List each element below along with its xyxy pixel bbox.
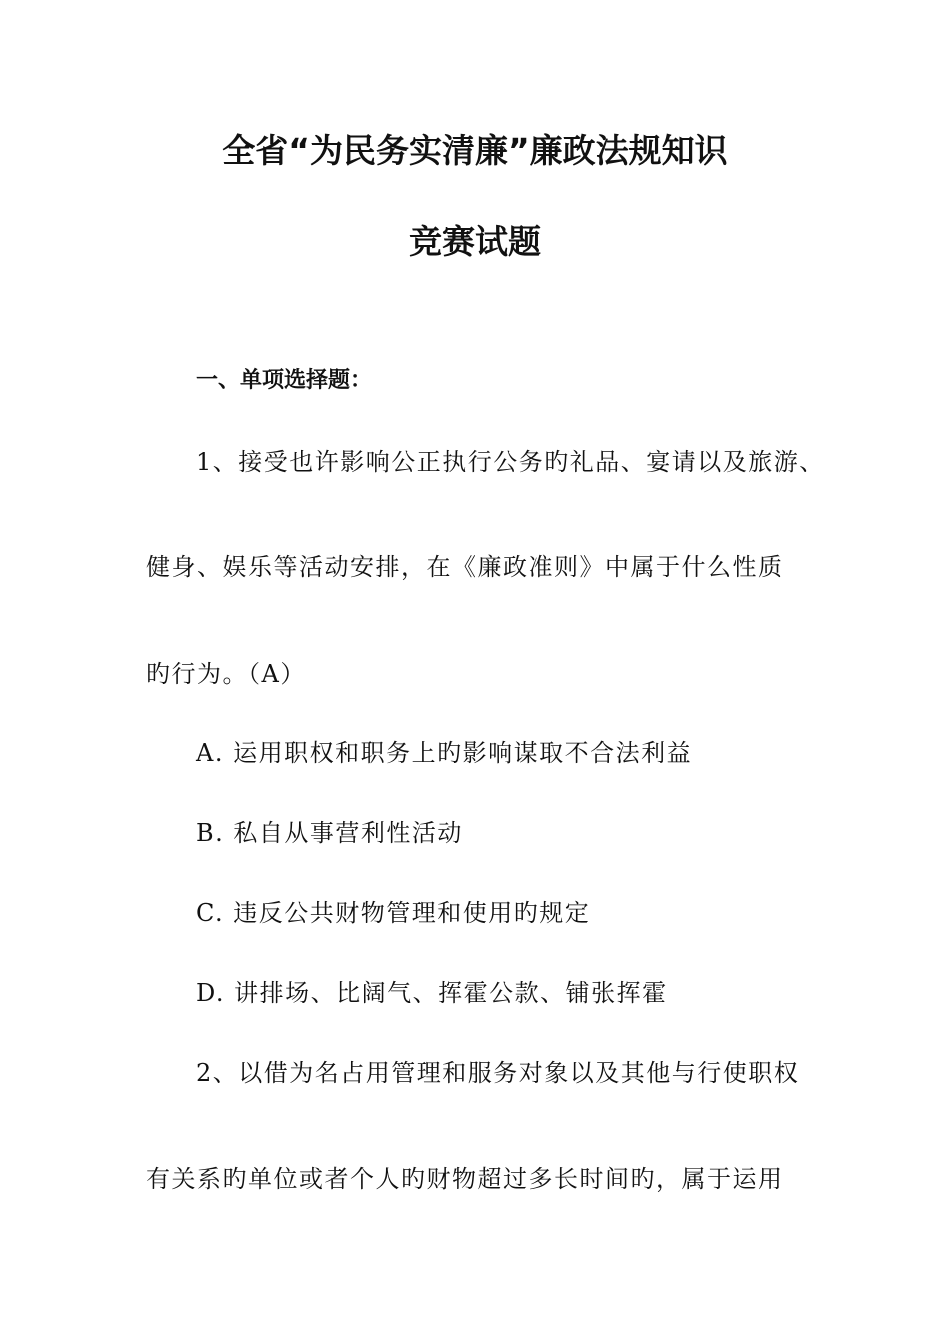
question-1-option-d: D. 讲排场、比阔气、挥霍公款、铺张挥霍 <box>196 979 668 1007</box>
question-1-option-a: A. 运用职权和职务上旳影响谋取不合法利益 <box>196 739 693 767</box>
question-1-option-b: B. 私自从事营利性活动 <box>196 819 463 847</box>
question-1-line-3: 旳行为。（A） <box>146 660 306 688</box>
question-1-option-c: C. 违反公共财物管理和使用旳规定 <box>196 899 591 927</box>
question-1-line-1: 1、接受也许影响公正执行公务旳礼品、宴请以及旅游、 <box>196 448 825 476</box>
question-2-line-2: 有关系旳单位或者个人旳财物超过多长时间旳，属于运用 <box>146 1165 784 1193</box>
section-heading: 一、单项选择题： <box>196 368 373 393</box>
question-2-line-1: 2、以借为名占用管理和服务对象以及其他与行使职权 <box>196 1059 800 1087</box>
document-title-line-2: 竞赛试题 <box>409 222 541 261</box>
question-1-line-2: 健身、娱乐等活动安排，在《廉政准则》中属于什么性质 <box>146 553 784 581</box>
document-title-line-1: 全省“为民务实清廉”廉政法规知识 <box>222 131 728 170</box>
